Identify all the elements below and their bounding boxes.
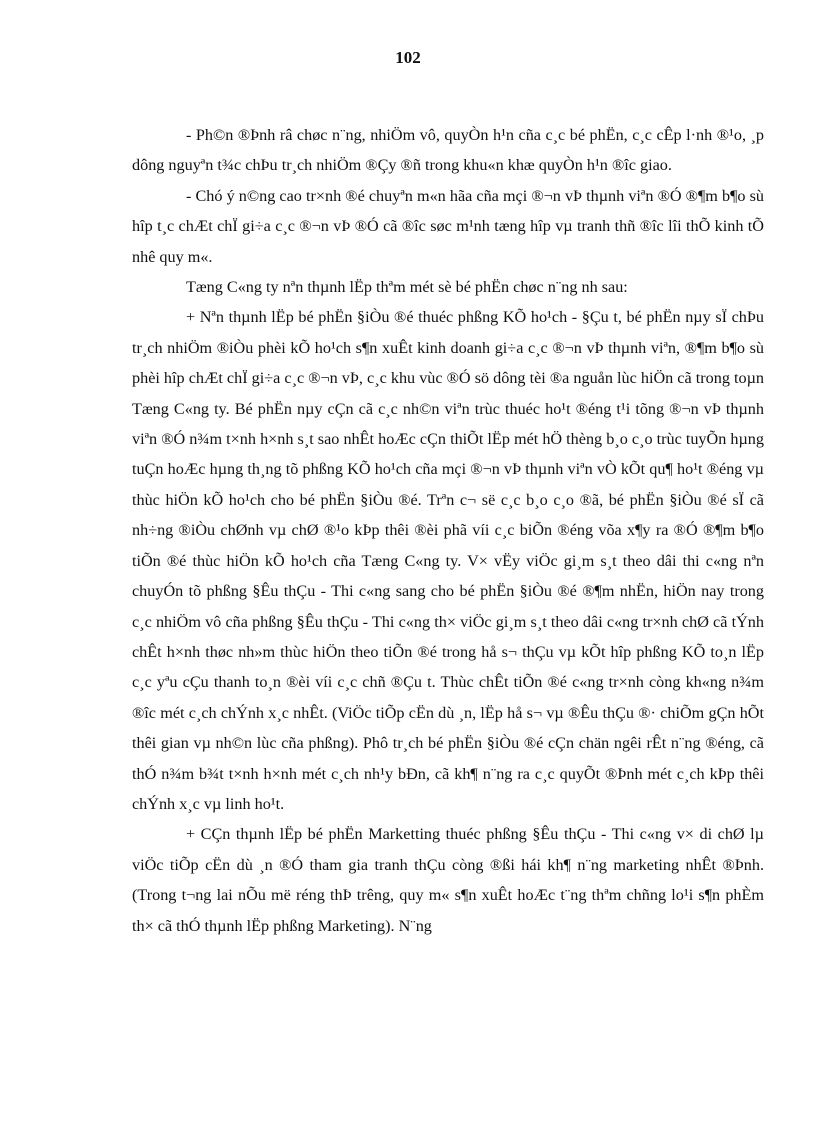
paragraph-2: - Chó ý n©ng cao tr×nh ®é chuyªn m«n hãa cña mçi ®¬n vÞ thµnh viªn ®Ó ®¶m b¶o sù hîp t¸c chÆt chÏ gi÷a c¸c ®¬n vÞ ®Ó cã ®îc søc m¹nh tæng hîp vµ tranh thñ ®îc lîi thÕ kinh tÕ nhê quy m«. [132, 186, 764, 266]
document-body [132, 120, 764, 941]
paragraph-1: - Ph©n ®Þnh râ chøc n¨ng, nhiÖm vô, quyÒn h¹n cña c¸c bé phËn, c¸c cÊp l·nh ®¹o, ¸p dông nguyªn t¾c chÞu tr¸ch nhiÖm ®Çy ®ñ trong khu«n khæ quyÒn h¹n ®îc giao. [132, 126, 764, 175]
page-number: 102 [395, 48, 421, 67]
paragraph-4: + Nªn thµnh lËp bé phËn §iÒu ®é thuéc phßng KÕ ho¹ch - §Çu t, bé phËn nµy sÏ chÞu tr¸ch nhiÖm ®iÒu phèi kÕ ho¹ch s¶n xuÊt kinh doanh gi÷a c¸c ®¬n vÞ thµnh viªn, ®¶m b¶o sù phèi hîp chÆt chÏ gi÷a c¸c ®¬n vÞ, c¸c khu vùc ®Ó sö dông tèi ®a nguån lùc hiÖn cã trong toµn Tæng C«ng ty. Bé phËn nµy cÇn cã c¸c nh©n viªn trùc thuéc ho¹t ®éng t¹i tõng ®¬n vÞ thµnh viªn ®Ó n¾m t×nh h×nh s¸t sao nhÊt hoÆc cÇn thiÕt lËp mét hÖ thèng b¸o c¸o trùc tuyÕn hµng tuÇn hoÆc hµng th¸ng tõ phßng KÕ ho¹ch cña mçi ®¬n vÞ thµnh viªn vÒ kÕt qu¶ ho¹t ®éng vµ thùc hiÖn kÕ ho¹ch cho bé phËn §iÒu ®é. Trªn c¬ së c¸c b¸o c¸o ®ã, bé phËn §iÒu ®é sÏ cã nh÷ng ®iÒu chØnh vµ chØ ®¹o kÞp thêi ®èi phã víi c¸c biÕn ®éng võa x¶y ra ®Ó ®¶m b¶o tiÕn ®é thùc hiÖn kÕ ho¹ch cña Tæng C«ng ty. V× vËy viÖc gi¸m s¸t theo dâi thi c«ng nªn chuyÓn tõ phßng §Êu thÇu - Thi c«ng sang cho bé phËn §iÒu ®é ®¶m nhËn, hiÖn nay trong c¸c nhiÖm vô cña phßng §Êu thÇu - Thi c«ng th× viÖc gi¸m s¸t theo dâi c«ng tr×nh chØ cã tÝnh chÊt h×nh thøc nh»m thùc hiÖn theo tiÕn ®é trong hå s¬ thÇu vµ kÕt hîp phßng KÕ to¸n lËp c¸c yªu cÇu thanh to¸n ®èi víi c¸c chñ ®Çu t. Thùc chÊt tiÕn ®é c«ng tr×nh còng kh«ng n¾m ®îc mét c¸ch chÝnh x¸c nhÊt. (ViÖc tiÕp cËn dù ¸n, lËp hå s¬ vµ ®Êu thÇu ®· chiÕm gÇn hÕt thêi gian vµ nh©n lùc cña phßng). Phô tr¸ch bé phËn §iÒu ®é cÇn chän ngêi rÊt n¨ng ®éng, cã thÓ n¾m b¾t t×nh h×nh mét c¸ch nh¹y bÐn, cã kh¶ n¨ng ra c¸c quyÕt ®Þnh mét c¸ch kÞp thêi chÝnh x¸c vµ linh ho¹t. [132, 308, 764, 813]
paragraph-5: + CÇn thµnh lËp bé phËn Marketting thuéc phßng §Êu thÇu - Thi c«ng v× di chØ lµ viÖc tiÕp cËn dù ¸n ®Ó tham gia tranh thÇu còng ®ßi hái kh¶ n¨ng marketing nhÊt ®Þnh. (Trong t¬ng lai nÕu më réng thÞ trêng, quy m« s¶n xuÊt hoÆc t¨ng thªm chñng lo¹i s¶n phÈm th× cã thÓ thµnh lËp phßng Marketing). N¨ng [132, 825, 764, 935]
paragraph-3: Tæng C«ng ty nªn thµnh lËp thªm mét sè bé phËn chøc n¨ng nh sau: [186, 278, 628, 297]
